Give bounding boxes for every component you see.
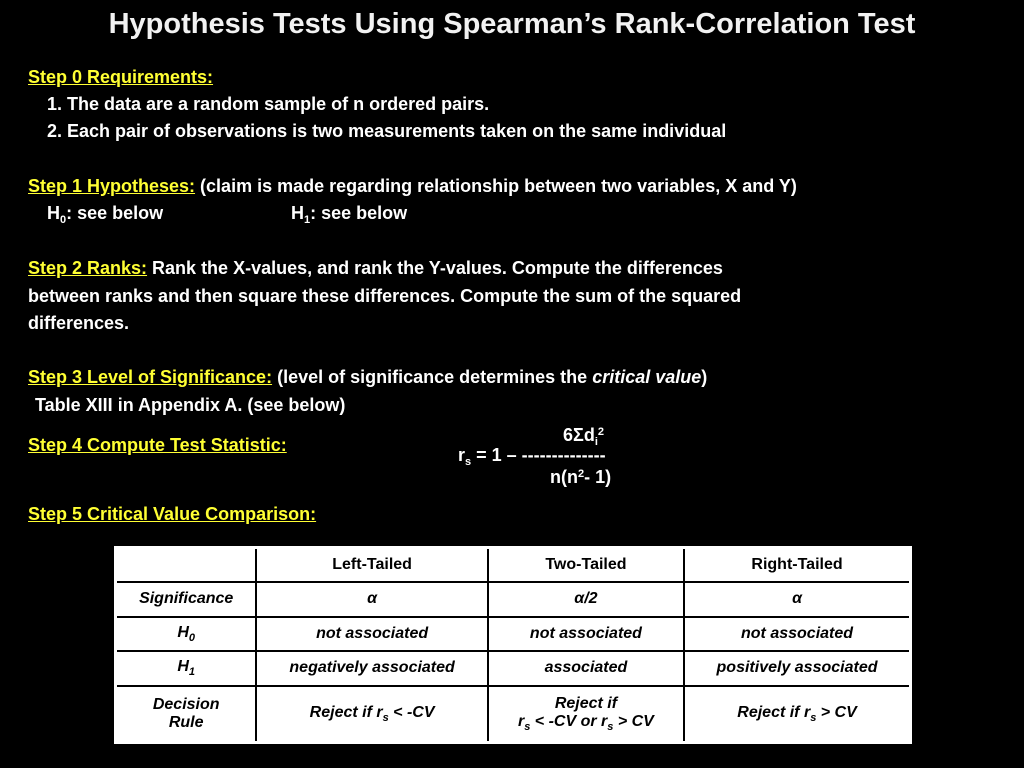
formula-num-sub: i [594, 436, 598, 448]
table-row [116, 617, 911, 652]
step5-line [28, 503, 316, 525]
h1-text: : see below [310, 203, 408, 223]
table-cell: associated [488, 651, 684, 686]
formula-r: r [458, 445, 466, 465]
slide-title: Hypothesis Tests Using Spearman’s Rank-Correlation Test [108, 8, 916, 40]
step3-text-a: (level of significance determines the [272, 367, 593, 387]
step0-item-1: 1. The data are a random sample of n ordered pairs. [47, 94, 490, 114]
table-cell [684, 686, 910, 743]
h1-label-sub: 1 [188, 666, 196, 679]
decision-two-line1: Reject if [554, 694, 618, 712]
step1-h0 [47, 202, 163, 231]
formula-den-a: n(n [550, 467, 578, 487]
table-header-cell [116, 548, 257, 583]
step0-heading [28, 66, 213, 88]
table-cell: not associated [488, 617, 684, 652]
decision-two-mid: < -CV or r [530, 712, 608, 730]
h1-prefix: H [291, 203, 304, 223]
step4-label: Step 4 Compute Test Statistic: [28, 435, 287, 455]
formula-den-b: - 1) [584, 467, 612, 487]
table-cell: positively associated [684, 651, 910, 686]
step1-h1 [291, 202, 407, 231]
formula-denominator [550, 462, 611, 489]
step1-line [28, 175, 797, 197]
formula-num-sup: 2 [597, 426, 604, 438]
step3-label: Step 3 Level of Significance: [28, 367, 273, 387]
decision-right-sub: s [810, 711, 817, 724]
h0-label: H [177, 623, 189, 641]
formula-num-text: 6Σd [563, 425, 595, 445]
decision-two-r1: r [518, 712, 525, 730]
table-cell: negatively associated [256, 651, 487, 686]
decision-left-b: < -CV [388, 703, 435, 721]
table-cell [256, 686, 487, 743]
step3-text-b: ) [701, 367, 708, 387]
table-header-cell: Two-Tailed [488, 548, 684, 583]
decision-right-b: > CV [816, 703, 857, 721]
h0-sub: 0 [60, 214, 67, 226]
table-row [116, 651, 911, 686]
step1-label: Step 1 Hypotheses: [28, 176, 196, 196]
decision-left-sub: s [382, 711, 389, 724]
h0-label-sub: 0 [188, 631, 196, 644]
step4-line [28, 434, 287, 456]
h1-sub: 1 [304, 214, 311, 226]
step3-line-2: Table XIII in Appendix A. (see below) [35, 395, 346, 415]
row-label-h1 [116, 651, 257, 686]
table-header-cell: Right-Tailed [684, 548, 910, 583]
decision-left-a: Reject if r [309, 703, 383, 721]
h0-text: : see below [66, 203, 164, 223]
step2-line-2: between ranks and then square these differences. Compute the sum of the squared [28, 286, 742, 306]
table-cell: α/2 [488, 582, 684, 617]
decision-label-2: Rule [168, 713, 204, 731]
table-cell [488, 686, 684, 743]
table-cell: not associated [256, 617, 487, 652]
step2-line-3: differences. [28, 313, 130, 333]
row-label-decision [116, 686, 257, 743]
decision-table [114, 546, 912, 744]
step2-label: Step 2 Ranks: [28, 258, 148, 278]
formula-r-sub: s [465, 456, 472, 468]
table-cell: α [684, 582, 910, 617]
step3-critical-value: critical value [592, 367, 702, 387]
decision-right-a: Reject if r [737, 703, 811, 721]
row-label-h0 [116, 617, 257, 652]
decision-two-sub1: s [524, 720, 531, 733]
h1-label: H [177, 658, 189, 676]
table-header-row [116, 548, 911, 583]
table-header-cell: Left-Tailed [256, 548, 487, 583]
table-cell: not associated [684, 617, 910, 652]
step5-label: Step 5 Critical Value Comparison: [28, 504, 317, 524]
step0-item-2: 2. Each pair of observations is two measurements taken on the same individual [47, 121, 727, 141]
decision-two-end: > CV [613, 712, 654, 730]
table-row [116, 582, 911, 617]
table-cell: α [256, 582, 487, 617]
step2-line-1 [28, 257, 723, 279]
step3-line-1 [28, 366, 707, 388]
decision-label-1: Decision [152, 695, 220, 713]
step1-text: (claim is made regarding relationship between two variables, X and Y) [195, 176, 797, 196]
step0-label: Step 0 Requirements: [28, 67, 214, 87]
step2-text1: Rank the X-values, and rank the Y-values. Compute the differences [147, 258, 723, 278]
table-row [116, 686, 911, 743]
h0-prefix: H [47, 203, 60, 223]
row-label-significance: Significance [116, 582, 257, 617]
formula-den-sup: 2 [577, 468, 585, 480]
formula-mid: = 1 – -------------- [471, 445, 606, 465]
decision-two-sub2: s [607, 720, 614, 733]
